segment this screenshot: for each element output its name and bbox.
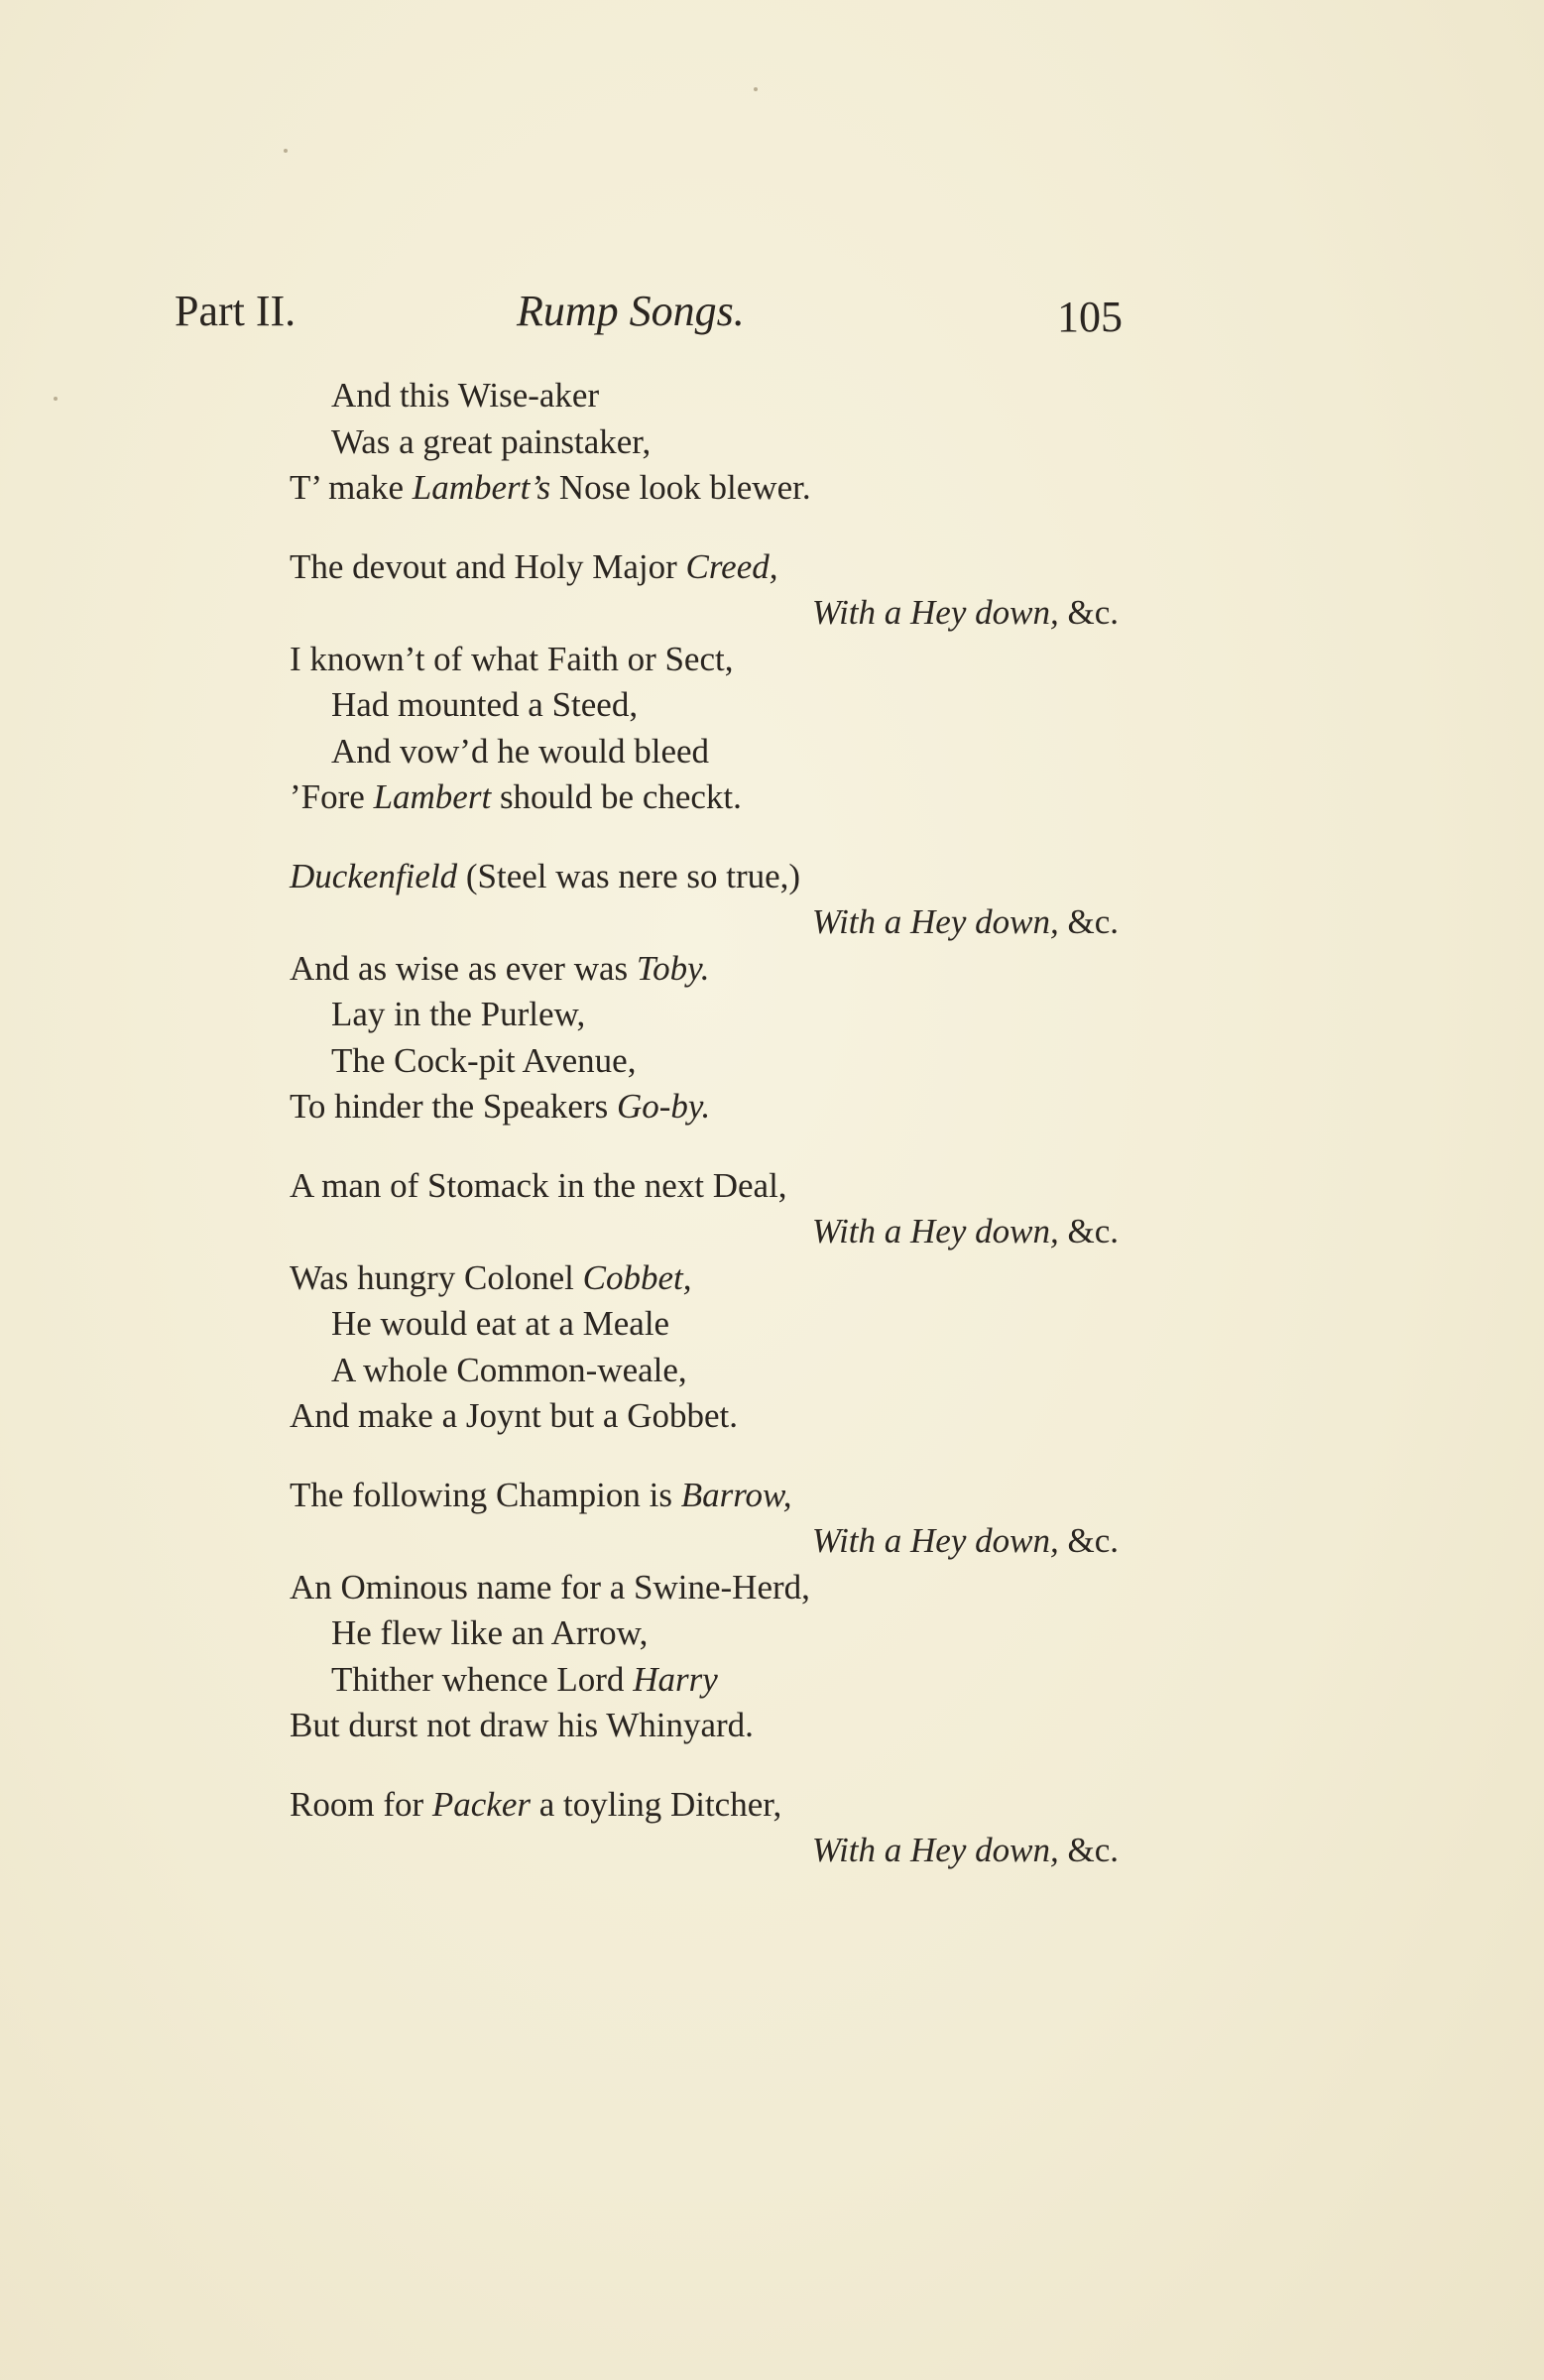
paper-speck — [284, 149, 288, 153]
verse-line: And this Wise-aker — [331, 376, 600, 415]
running-header — [175, 286, 1127, 355]
italic-text: Barrow, — [680, 1475, 792, 1514]
verse-line: Was a great painstaker, — [331, 421, 652, 461]
stanza — [290, 1163, 1123, 1440]
verse-line — [290, 465, 1123, 512]
verse-line — [290, 946, 1123, 993]
stanza — [290, 1782, 1123, 1874]
italic-text: Creed, — [685, 546, 778, 586]
verse-line: But durst not draw his Whinyard. — [290, 1706, 754, 1744]
text-segment: Nose look blewer. — [550, 468, 811, 507]
verse-line: An Ominous name for a Swine-Herd, — [290, 1567, 810, 1606]
stanza — [290, 544, 1123, 821]
verse-line: Had mounted a Steed, — [331, 685, 639, 724]
verse-line: A whole Common-weale, — [331, 1350, 687, 1389]
running-title: Rump Songs. — [517, 287, 745, 335]
italic-text: Duckenfield — [290, 856, 458, 895]
text-segment: ’Fore — [290, 777, 374, 816]
text-segment: Was hungry Colonel — [290, 1257, 583, 1297]
italic-text: Harry — [633, 1659, 718, 1699]
italic-text: Go-by. — [616, 1087, 711, 1126]
verse-line — [290, 1782, 1123, 1829]
text-segment: And as wise as ever was — [290, 948, 637, 988]
refrain-line — [290, 590, 1123, 637]
italic-text: Packer — [431, 1784, 531, 1824]
verse-line: Lay in the Purlew, — [331, 995, 586, 1033]
italic-text: With a Hey down, — [811, 1831, 1059, 1869]
part-label: Part II. — [175, 287, 297, 335]
paper-speck — [754, 87, 758, 91]
text-segment: &c. — [1058, 902, 1119, 941]
text-segment: To hinder the Speakers — [290, 1087, 617, 1126]
italic-text: With a Hey down, — [811, 593, 1059, 632]
italic-text: Lambert’s — [412, 468, 551, 507]
stanza — [290, 1473, 1123, 1749]
refrain-line — [290, 899, 1123, 946]
verse-line: The Cock-pit Avenue, — [331, 1040, 637, 1080]
verse-line — [290, 1255, 1123, 1302]
verse-line: I known’t of what Faith or Sect, — [290, 639, 734, 678]
text-segment: &c. — [1058, 1831, 1119, 1869]
verse-line — [290, 1657, 1123, 1704]
poem-text — [290, 373, 1123, 1907]
verse-line: He would eat at a Meale — [331, 1304, 670, 1343]
text-segment: should be checkt. — [491, 777, 742, 816]
paper-speck — [54, 397, 58, 401]
verse-line — [290, 1473, 1123, 1519]
text-segment: (Steel was nere so true,) — [457, 856, 801, 895]
verse-line — [290, 544, 1123, 591]
page-number: 105 — [1057, 293, 1123, 341]
verse-line: A man of Stomack in the next Deal, — [290, 1165, 787, 1205]
text-segment: a toyling Ditcher, — [531, 1784, 782, 1824]
stanza — [290, 854, 1123, 1130]
verse-line — [290, 854, 1123, 900]
verse-line: And vow’d he would bleed — [331, 731, 710, 771]
italic-text: Lambert — [373, 777, 492, 816]
refrain-line — [290, 1209, 1123, 1255]
italic-text: Cobbet, — [582, 1257, 692, 1297]
text-segment: Thither whence Lord — [331, 1659, 634, 1699]
text-segment: The devout and Holy Major — [290, 546, 686, 586]
text-segment: &c. — [1058, 593, 1119, 632]
refrain-line — [290, 1828, 1123, 1874]
text-segment: &c. — [1058, 1521, 1119, 1560]
verse-line: And make a Joynt but a Gobbet. — [290, 1396, 738, 1435]
refrain-line — [290, 1518, 1123, 1565]
italic-text: With a Hey down, — [811, 902, 1059, 941]
verse-line — [290, 774, 1123, 821]
text-segment: T’ make — [290, 468, 413, 507]
text-segment: Room for — [290, 1784, 432, 1824]
italic-text: With a Hey down, — [811, 1521, 1059, 1560]
text-segment: The following Champion is — [290, 1475, 681, 1514]
text-segment: &c. — [1058, 1212, 1119, 1250]
italic-text: With a Hey down, — [811, 1212, 1059, 1250]
stanza — [290, 373, 1123, 512]
verse-line: He flew like an Arrow, — [331, 1613, 649, 1652]
verse-line — [290, 1084, 1123, 1130]
italic-text: Toby. — [636, 948, 710, 988]
